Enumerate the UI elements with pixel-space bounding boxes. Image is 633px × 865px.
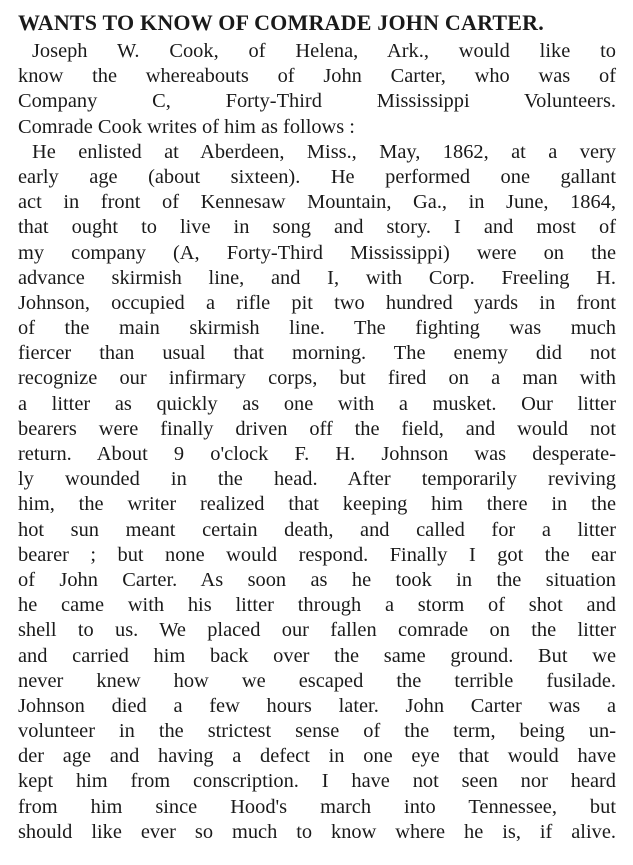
text-line: He enlisted at Aberdeen, Miss., May, 1862, at a very xyxy=(32,140,616,163)
paragraph-body xyxy=(18,140,616,845)
text-line: early age (about sixteen). He performed one gallant xyxy=(18,165,616,188)
text-line: and carried him back over the same ground. But we xyxy=(18,644,616,667)
text-line: kept him from conscription. I have not seen nor heard xyxy=(18,770,616,793)
text-line: him, the writer realized that keeping him there in the xyxy=(18,493,616,516)
article-headline: WANTS TO KNOW OF COMRADE JOHN CARTER. xyxy=(18,10,544,35)
text-line: shell to us. We placed our fallen comrade on the litter xyxy=(18,619,616,642)
text-line: that ought to live in song and story. I and most of xyxy=(18,216,616,239)
paragraph-intro xyxy=(18,39,616,140)
text-line: from him since Hood's march into Tennessee, but xyxy=(18,795,616,818)
text-line: fiercer than usual that morning. The enemy did not xyxy=(18,342,616,365)
text-line: advance skirmish line, and I, with Corp. Freeling H. xyxy=(18,266,616,289)
text-line: Company C, Forty-Third Mississippi Volunteers. xyxy=(18,90,616,113)
text-line: should like ever so much to know where he is, if alive. xyxy=(18,820,616,843)
text-line: ly wounded in the head. After temporarily reviving xyxy=(18,468,616,491)
text-line: hot sun meant certain death, and called for a litter xyxy=(18,518,616,541)
text-line: a litter as quickly as one with a musket. Our litter xyxy=(18,392,616,415)
text-line: Johnson died a few hours later. John Carter was a xyxy=(18,694,616,717)
text-line: Comrade Cook writes of him as follows : xyxy=(18,115,355,138)
text-line: my company (A, Forty-Third Mississippi) were on the xyxy=(18,241,616,264)
text-line: Joseph W. Cook, of Helena, Ark., would like to xyxy=(32,40,616,62)
text-line: of John Carter. As soon as he took in the situation xyxy=(18,568,616,591)
text-line: recognize our infirmary corps, but fired on a man with xyxy=(18,367,616,390)
text-line: of the main skirmish line. The fighting was much xyxy=(18,317,616,340)
text-line: bearer ; but none would respond. Finally I got the ear xyxy=(18,543,616,566)
text-line: volunteer in the strictest sense of the term, being un- xyxy=(18,720,616,743)
text-line: know the whereabouts of John Carter, who was of xyxy=(18,65,616,88)
text-line: act in front of Kennesaw Mountain, Ga., in June, 1864, xyxy=(18,191,616,214)
text-line: Johnson, occupied a rifle pit two hundred yards in front xyxy=(18,291,616,314)
article xyxy=(18,10,616,845)
text-line: der age and having a defect in one eye that would have xyxy=(18,745,616,768)
text-line: return. About 9 o'clock F. H. Johnson was desperate- xyxy=(18,443,616,465)
text-line: bearers were finally driven off the field, and would not xyxy=(18,417,616,440)
text-line: never knew how we escaped the terrible fusilade. xyxy=(18,669,616,692)
text-line: he came with his litter through a storm of shot and xyxy=(18,594,616,617)
